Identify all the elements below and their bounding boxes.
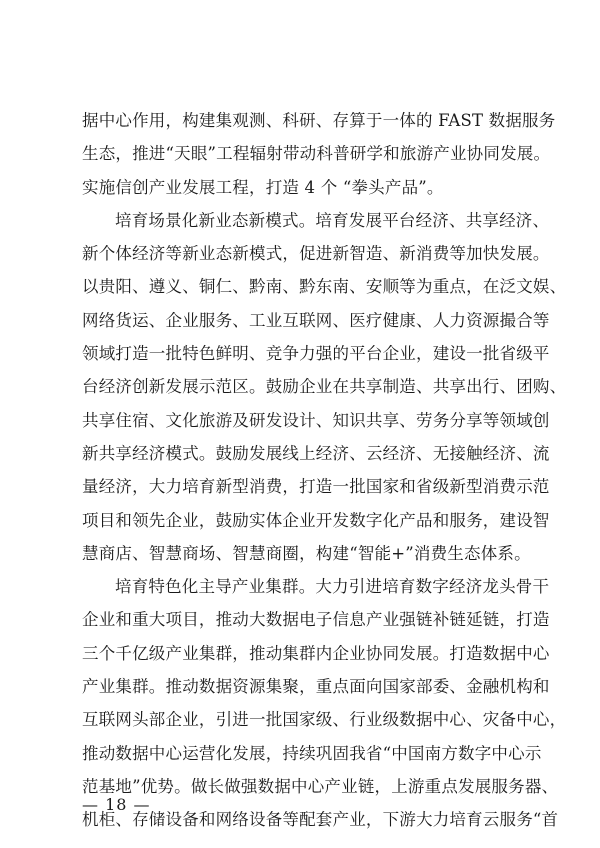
text-line: 领域打造一批特色鲜明、竞争力强的平台企业，建设一批省级平 bbox=[82, 344, 550, 364]
text-line: 范基地”优势。做长做强数据中心产业链，上游重点发展服务器、 bbox=[82, 776, 559, 796]
text-line: 实施信创产业发展工程，打造 4 个 “拳头产品”。 bbox=[82, 177, 444, 197]
text-line: 互联网头部企业，引进一批国家级、行业级数据中心、灾备中心， bbox=[82, 710, 567, 730]
text-line: 企业和重大项目，推动大数据电子信息产业强链补链延链，打造 bbox=[82, 610, 550, 630]
text-line: 以贵阳、遵义、铜仁、黔南、黔东南、安顺等为重点，在泛文娱、 bbox=[82, 277, 567, 297]
text-line: 据中心作用，构建集观测、科研、存算于一体的 FAST 数据服务 bbox=[82, 111, 556, 130]
text-line: 新个体经济等新业态新模式，促进新智造、新消费等加快发展。 bbox=[82, 244, 550, 264]
paragraph-heading-line: 培育特色化主导产业集群。大力引进培育数字经济龙头骨干 bbox=[115, 577, 550, 597]
body-text bbox=[82, 104, 567, 837]
paragraph-heading-line: 培育场景化新业态新模式。培育发展平台经济、共享经济、 bbox=[115, 210, 550, 230]
page-number: — 18 — bbox=[82, 795, 151, 814]
text-line: 共享住宿、文化旅游及研发设计、知识共享、劳务分享等领域创 bbox=[82, 410, 550, 430]
text-line: 新共享经济模式。鼓励发展线上经济、云经济、无接触经济、流 bbox=[82, 443, 550, 463]
text-line: 三个千亿级产业集群，推动集群内企业协同发展。打造数据中心 bbox=[82, 643, 550, 663]
text-line: 推动数据中心运营化发展，持续巩固我省“中国南方数字中心示 bbox=[82, 743, 542, 763]
text-line: 网络货运、企业服务、工业互联网、医疗健康、人力资源撮合等 bbox=[82, 310, 550, 330]
text-line: 量经济，大力培育新型消费，打造一批国家和省级新型消费示范 bbox=[82, 477, 550, 497]
text-line: 生态，推进“天眼”工程辐射带动科普研学和旅游产业协同发展。 bbox=[82, 144, 551, 164]
text-line: 项目和领先企业，鼓励实体企业开发数字化产品和服务，建设智 bbox=[82, 510, 550, 530]
text-line: 台经济创新发展示范区。鼓励企业在共享制造、共享出行、团购、 bbox=[82, 377, 567, 397]
text-line: 慧商店、智慧商场、智慧商圈，构建“智能+”消费生态体系。 bbox=[82, 543, 531, 563]
text-line: 机柜、存储设备和网络设备等配套产业，下游大力培育云服务“首 bbox=[82, 810, 559, 830]
text-line: 产业集群。推动数据资源集聚，重点面向国家部委、金融机构和 bbox=[82, 677, 550, 697]
